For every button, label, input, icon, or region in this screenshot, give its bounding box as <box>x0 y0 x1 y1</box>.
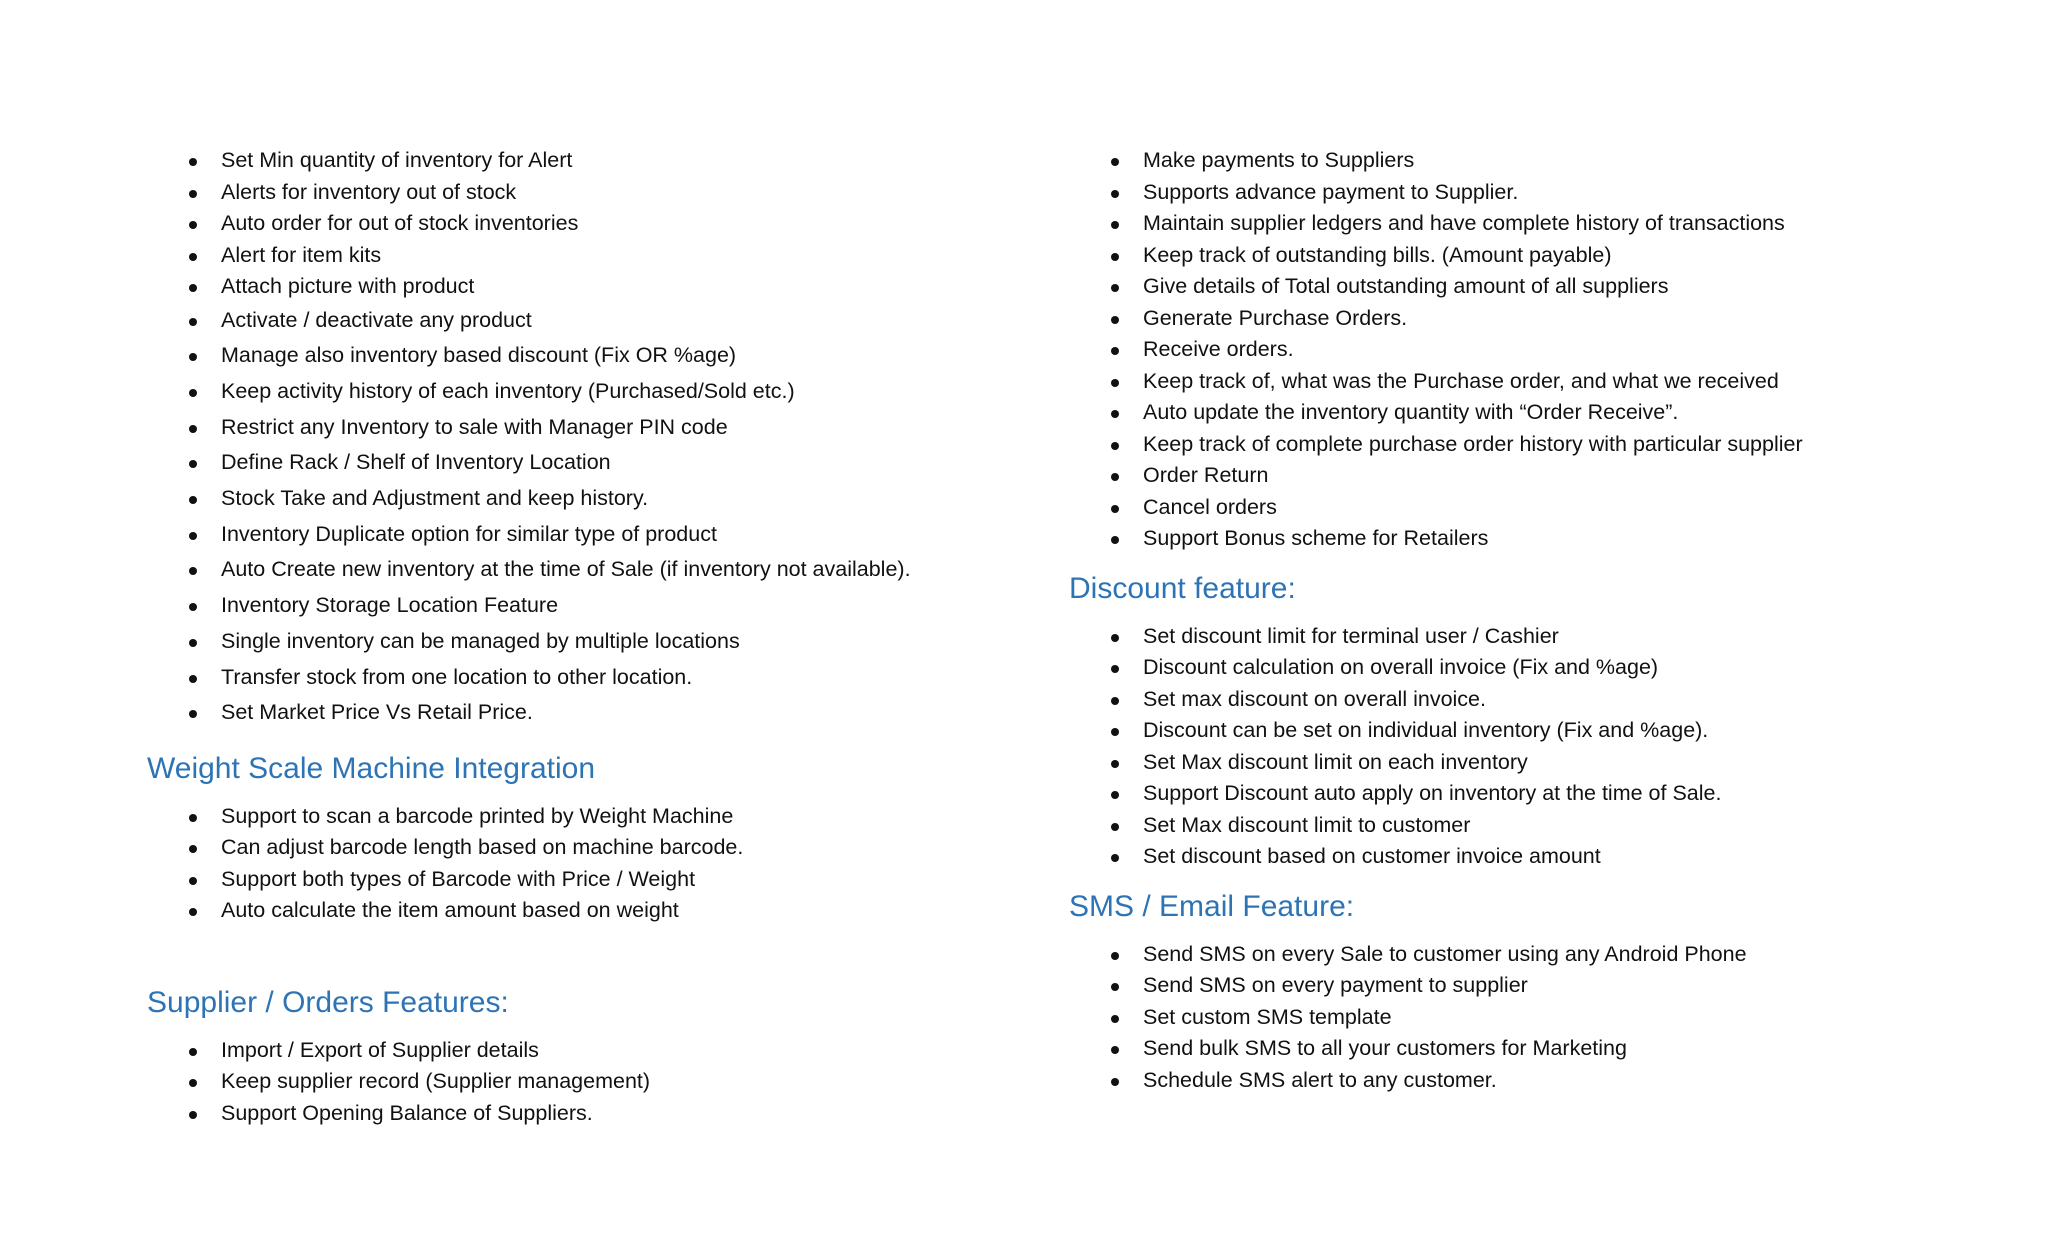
list-item: Attach picture with product <box>147 271 1027 303</box>
list-item: Can adjust barcode length based on machine barcode. <box>147 832 1027 864</box>
list-item: Single inventory can be managed by multiple locations <box>147 624 1027 660</box>
list-item: Auto Create new inventory at the time of Sale (if inventory not available). <box>147 552 1027 588</box>
list-item: Order Return <box>1069 460 2009 492</box>
list-item: Set custom SMS template <box>1069 1002 2009 1034</box>
list-item: Manage also inventory based discount (Fix OR %age) <box>147 338 1027 374</box>
supplier-features-list <box>1069 145 2009 555</box>
list-item: Auto update the inventory quantity with “Order Receive”. <box>1069 397 2009 429</box>
list-item: Auto order for out of stock inventories <box>147 208 1027 240</box>
list-item: Schedule SMS alert to any customer. <box>1069 1065 2009 1097</box>
sms-email-heading: SMS / Email Feature: <box>1069 889 1355 923</box>
list-item: Cancel orders <box>1069 492 2009 524</box>
list-item: Auto calculate the item amount based on weight <box>147 895 1027 927</box>
list-item: Stock Take and Adjustment and keep history. <box>147 481 1027 517</box>
list-item: Support to scan a barcode printed by Weight Machine <box>147 801 1027 833</box>
left-column <box>147 145 1027 1129</box>
inventory-list-a <box>147 145 1027 303</box>
list-item: Keep track of, what was the Purchase order, and what we received <box>1069 366 2009 398</box>
list-item: Set max discount on overall invoice. <box>1069 684 2009 716</box>
list-item: Keep activity history of each inventory (Purchased/Sold etc.) <box>147 374 1027 410</box>
list-item: Give details of Total outstanding amount of all suppliers <box>1069 271 2009 303</box>
list-item: Restrict any Inventory to sale with Manager PIN code <box>147 410 1027 446</box>
list-item: Set Min quantity of inventory for Alert <box>147 145 1027 177</box>
sms-email-list <box>1069 939 2009 1097</box>
list-item: Set Max discount limit on each inventory <box>1069 747 2009 779</box>
list-item: Support Bonus scheme for Retailers <box>1069 523 2009 555</box>
list-item: Define Rack / Shelf of Inventory Location <box>147 445 1027 481</box>
list-item: Receive orders. <box>1069 334 2009 366</box>
weight-scale-heading: Weight Scale Machine Integration <box>147 751 596 785</box>
list-item: Supports advance payment to Supplier. <box>1069 177 2009 209</box>
right-column <box>1069 145 2009 1096</box>
list-item: Make payments to Suppliers <box>1069 145 2009 177</box>
list-item: Transfer stock from one location to other location. <box>147 660 1027 696</box>
list-item: Discount can be set on individual inventory (Fix and %age). <box>1069 715 2009 747</box>
list-item: Alerts for inventory out of stock <box>147 177 1027 209</box>
list-item: Keep track of complete purchase order history with particular supplier <box>1069 429 2009 461</box>
list-item: Inventory Duplicate option for similar type of product <box>147 517 1027 553</box>
discount-list <box>1069 621 2009 873</box>
discount-heading: Discount feature: <box>1069 571 1296 605</box>
list-item: Import / Export of Supplier details <box>147 1035 1027 1067</box>
list-item: Set discount based on customer invoice amount <box>1069 841 2009 873</box>
list-item: Set Market Price Vs Retail Price. <box>147 695 1027 731</box>
supplier-orders-list <box>147 1035 1027 1130</box>
inventory-list-b <box>147 303 1027 731</box>
list-item: Set Max discount limit to customer <box>1069 810 2009 842</box>
list-item: Support Opening Balance of Suppliers. <box>147 1098 1027 1130</box>
list-item: Inventory Storage Location Feature <box>147 588 1027 624</box>
list-item: Send SMS on every payment to supplier <box>1069 970 2009 1002</box>
list-item: Send SMS on every Sale to customer using any Android Phone <box>1069 939 2009 971</box>
list-item: Send bulk SMS to all your customers for Marketing <box>1069 1033 2009 1065</box>
list-item: Keep track of outstanding bills. (Amount payable) <box>1069 240 2009 272</box>
list-item: Maintain supplier ledgers and have complete history of transactions <box>1069 208 2009 240</box>
list-item: Support both types of Barcode with Price / Weight <box>147 864 1027 896</box>
weight-scale-list <box>147 801 1027 927</box>
list-item: Activate / deactivate any product <box>147 303 1027 339</box>
list-item: Keep supplier record (Supplier management) <box>147 1066 1027 1098</box>
list-item: Alert for item kits <box>147 240 1027 272</box>
list-item: Discount calculation on overall invoice (Fix and %age) <box>1069 652 2009 684</box>
list-item: Generate Purchase Orders. <box>1069 303 2009 335</box>
list-item: Set discount limit for terminal user / Cashier <box>1069 621 2009 653</box>
list-item: Support Discount auto apply on inventory at the time of Sale. <box>1069 778 2009 810</box>
supplier-orders-heading: Supplier / Orders Features: <box>147 985 509 1019</box>
